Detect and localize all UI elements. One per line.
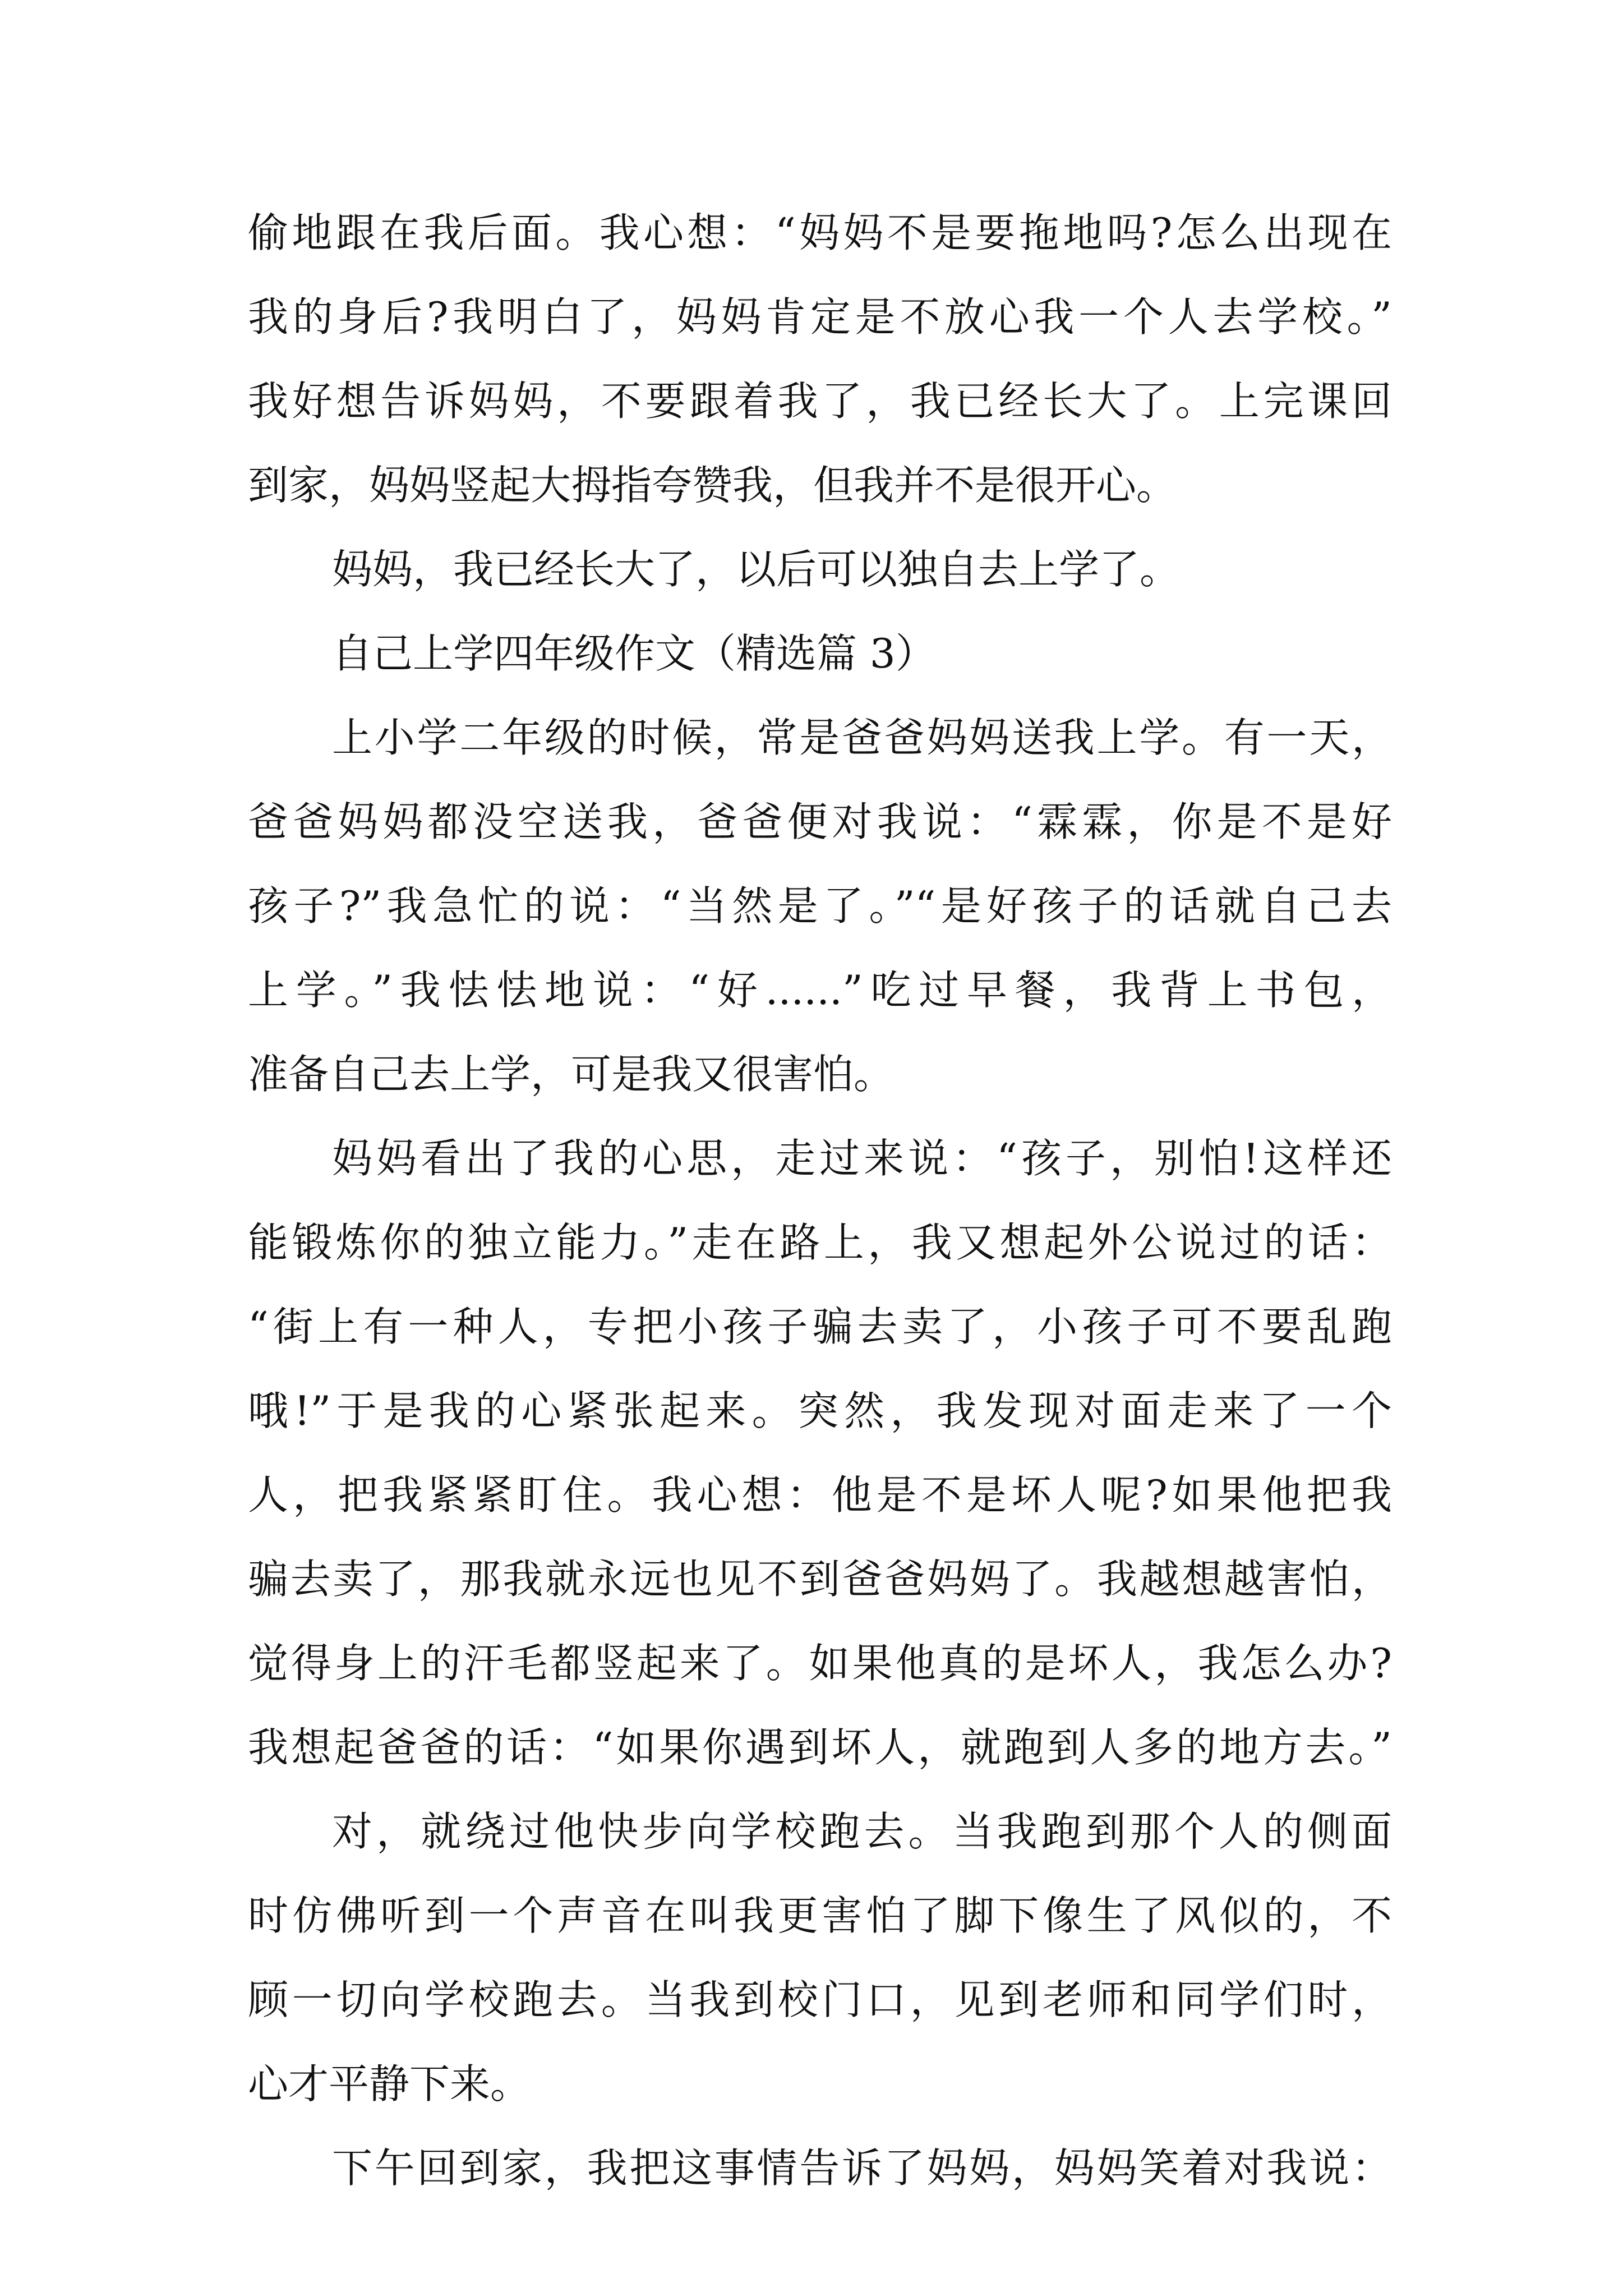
paragraph-line: 我想起爸爸的话：“如果你遇到坏人，就跑到人多的地方去。” bbox=[248, 1724, 1392, 1771]
paragraph-line: 哦!”于是我的心紧张起来。突然，我发现对面走来了一个 bbox=[248, 1387, 1392, 1434]
paragraph-line: 到家，妈妈竖起大拇指夸赞我，但我并不是很开心。 bbox=[248, 462, 1177, 509]
paragraph-line: 妈妈看出了我的心思，走过来说：“孩子，别怕!这样还 bbox=[332, 1135, 1392, 1182]
paragraph-line: 上学。”我怯怯地说：“好......”吃过早餐，我背上书包， bbox=[248, 967, 1392, 1014]
paragraph-line: 下午回到家，我把这事情告诉了妈妈，妈妈笑着对我说： bbox=[332, 2145, 1392, 2192]
paragraph-line: 爸爸妈妈都没空送我，爸爸便对我说：“霖霖，你是不是好 bbox=[248, 798, 1392, 845]
paragraph-line: 我的身后?我明白了，妈妈肯定是不放心我一个人去学校。” bbox=[248, 293, 1392, 341]
section-heading: 自己上学四年级作文（精选篇 3） bbox=[332, 630, 936, 677]
paragraph-line: 孩子?”我急忙的说：“当然是了。”“是好孩子的话就自己去 bbox=[248, 882, 1392, 930]
paragraph-line: 心才平静下来。 bbox=[248, 2060, 531, 2108]
paragraph-line: 对，就绕过他快步向学校跑去。当我跑到那个人的侧面 bbox=[332, 1808, 1392, 1855]
paragraph-line: 人，把我紧紧盯住。我心想：他是不是坏人呢?如果他把我 bbox=[248, 1471, 1392, 1519]
paragraph-line: 妈妈，我已经长大了，以后可以独自去上学了。 bbox=[332, 546, 1181, 593]
paragraph-line: 能锻炼你的独立能力。”走在路上，我又想起外公说过的话： bbox=[248, 1219, 1392, 1266]
paragraph-line: 偷地跟在我后面。我心想：“妈妈不是要拖地吗?怎么出现在 bbox=[248, 209, 1392, 256]
paragraph-line: 我好想告诉妈妈，不要跟着我了，我已经长大了。上完课回 bbox=[248, 378, 1392, 425]
paragraph-line: 准备自己去上学，可是我又很害怕。 bbox=[248, 1051, 895, 1098]
paragraph-line: 时仿佛听到一个声音在叫我更害怕了脚下像生了风似的，不 bbox=[248, 1892, 1392, 1939]
paragraph-line: “街上有一种人，专把小孩子骗去卖了，小孩子可不要乱跑 bbox=[248, 1303, 1392, 1350]
paragraph-line: 上小学二年级的时候，常是爸爸妈妈送我上学。有一天， bbox=[332, 714, 1392, 761]
paragraph-line: 觉得身上的汗毛都竖起来了。如果他真的是坏人，我怎么办? bbox=[248, 1640, 1392, 1687]
paragraph-line: 顾一切向学校跑去。当我到校门口，见到老师和同学们时， bbox=[248, 1976, 1392, 2023]
paragraph-line: 骗去卖了，那我就永远也见不到爸爸妈妈了。我越想越害怕， bbox=[248, 1556, 1392, 1603]
essay-body bbox=[248, 191, 1392, 2210]
